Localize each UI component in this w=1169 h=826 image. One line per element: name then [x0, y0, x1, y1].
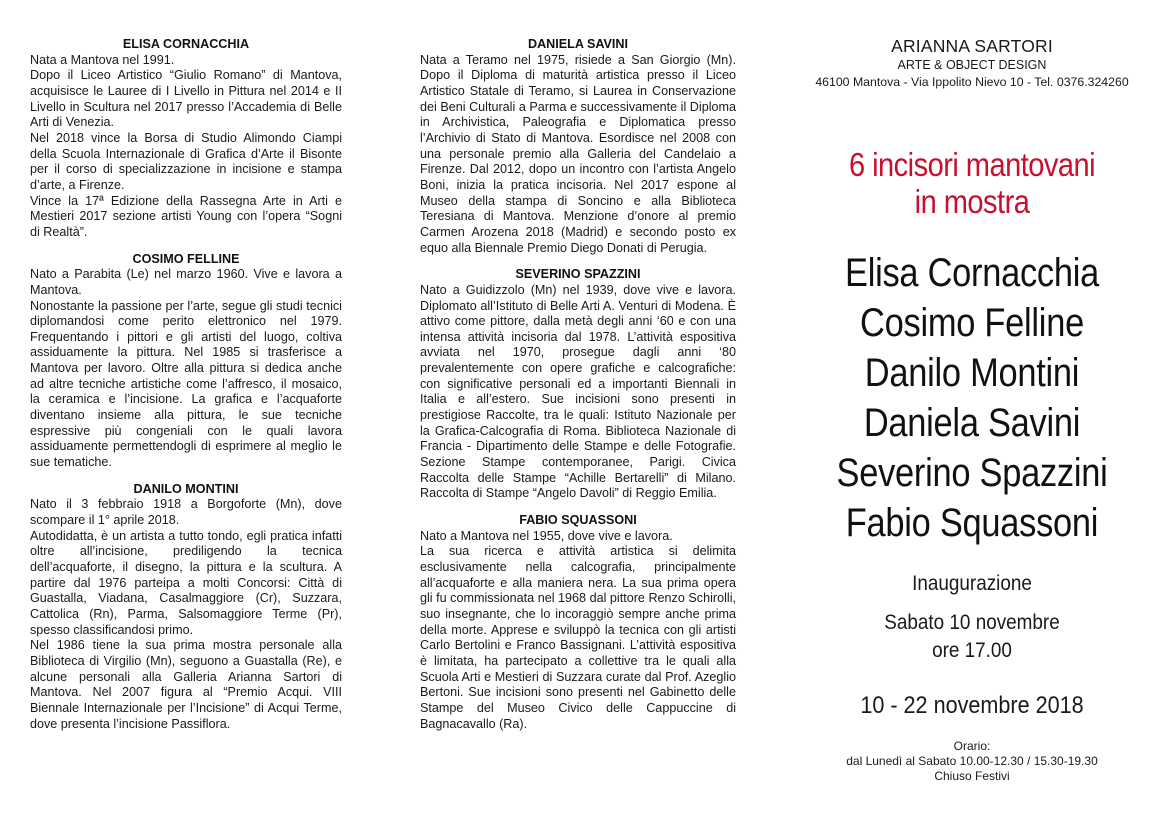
bio-elisa-cornacchia: [30, 37, 342, 241]
bio-paragraph: Nato a Mantova nel 1955, dove vive e lavora.: [420, 528, 673, 543]
bio-paragraph: Vince la 17ª Edizione della Rassegna Arte in Arti e Mestieri 2017 sezione artisti Young con l’opera “Sogni di Realtà”.: [30, 193, 342, 239]
opening-hours: [790, 739, 1154, 784]
hours-label: Orario:: [953, 739, 991, 753]
bio-paragraph: Nel 2018 vince la Borsa di Studio Alimondo Ciampi della Scuola Internazionale di Grafica d’Arte il Bisonte per il corso di specializzazione in incisione e stampa d’arte, a Firenze.: [30, 130, 342, 192]
bio-cosimo-felline: [30, 252, 342, 471]
bio-paragraph: La sua ricerca e attività artistica si delimita esclusivamente nella calcografia, principalmente all’acquaforte e alla maniera nera. La sua prima opera gli fu commissionata nel 1968 dal pittore Renzo Schirolli, suo insegnante, che lo incoraggiò sempre anche prima della morte. Apprese e sviluppò la tecnica con gli artisti Carlo Bertolini e Franco Bassignani. L’attività espositiva è limitata, ha partecipato a collettive tra le quali alla Scuola Arti e Mestieri di Suzzara curate dal Prof. Azeglio Bertoni. Sue incisioni sono presenti nel Gabinetto delle Stampe del Museo Civico delle Cappuccine di Bagnacavallo (Ra).: [420, 544, 736, 731]
bio-heading: COSIMO FELLINE: [132, 251, 240, 266]
bio-paragraph: Nato il 3 febbraio 1918 a Borgoforte (Mn), dove scompare il 1° aprile 2018.: [30, 497, 342, 528]
cover-panel: [790, 36, 1154, 784]
gallery-name: ARIANNA SARTORI: [891, 36, 1053, 56]
inauguration-time: ore 17.00: [932, 639, 1012, 662]
artist-name: Cosimo Felline: [860, 301, 1084, 345]
hours-closed: Chiuso Festivi: [934, 769, 1010, 783]
headline-line-2: in mostra: [914, 183, 1030, 220]
artist-list: [790, 248, 1154, 548]
bio-paragraph: Nato a Parabita (Le) nel marzo 1960. Vive e lavora a Mantova.: [30, 267, 342, 297]
bio-heading: SEVERINO SPAZZINI: [515, 267, 641, 282]
bio-paragraph: Nato a Guidizzolo (Mn) nel 1939, dove vive e lavora. Diplomato all’Istituto di Belle Arti A. Venturi di Modena. È attivo come pittore, dalla metà degli anni ‘60 e con una intensa attività incisoria dal 1978. L’attività espositiva avviata nel 1970, prosegue dagli anni ‘80 prevalentemente con opere grafiche e calcografiche: con significative personali ed a importanti Biennali in Italia e all’estero. Sue incisioni sono presenti in prestigiose Raccolte, tra le quali: Istituto Nazionale per la Grafica-Calcografia di Roma. Biblioteca Nazionale di Francia - Dipartimento delle Stampe e delle Fotografie. Sezione Stampe contemporanee, Parigi. Civica Raccolta delle Stampe “Achille Bertarelli” di Milano. Raccolta di Stampe “Angelo Davoli” di Reggio Emilia.: [420, 282, 736, 501]
bio-paragraph: Nonostante la passione per l’arte, segue gli studi tecnici diplomandosi come perito elettronico nel 1979. Frequentando i pittori e gli artisti del luogo, coltiva assiduamente la pittura. Nel 1985 si trasferisce a Mantova per lavoro. Oltre alla pittura si dedica anche ad altre tecniche artistiche come l’affresco, il mosaico, la ceramica e l’incisione. La grafica e l’acquaforte diventano insieme alla pittura, le sue tecniche espressive più congeniali con le quali lavora assiduamente permettendogli di esprimere al meglio le sue tematiche.: [30, 298, 342, 470]
bio-paragraph: Nata a Teramo nel 1975, risiede a San Giorgio (Mn). Dopo il Diploma di maturità artistica presso il Liceo Artistico Statale di Teramo, si Laurea in Conservazione dei Beni Culturali a Parma e successivamente il Diploma in Archivistica, Paleografia e Diplomatica presso l’Archivio di Stato di Mantova. Esordisce nel 2008 con una personale premio alla Galleria del Candelaio a Firenze. Dal 2012, dopo un incontro con l’artista Angelo Boni, inizia la pratica incisoria. Nel 2017 espone al Museo della stampa di Soncino e alla Biblioteca Teresiana di Mantova. Menzione d’onore al premio Carmen Arozena 2018 (Madrid) e secondo posto ex equo alla Biennale Premio Diego Donati di Perugia.: [420, 52, 736, 255]
bio-danilo-montini: [30, 482, 342, 733]
bio-column-1: [30, 37, 342, 743]
bio-severino-spazzini: [420, 267, 736, 502]
headline-line-1: 6 incisori mantovani: [848, 146, 1096, 183]
artist-name: Daniela Savini: [863, 401, 1081, 445]
gallery-tagline: ARTE & OBJECT DESIGN: [897, 58, 1047, 72]
bio-paragraph: Dopo il Liceo Artistico “Giulio Romano” di Mantova, acquisisce le Lauree di I Livello in Pittura nel 2014 e II Livello in Scultura nel 2017 presso l’Accademia di Belle Arti di Venezia.: [30, 68, 342, 130]
bio-heading: DANILO MONTINI: [133, 481, 239, 496]
hours-detail: dal Lunedì al Sabato 10.00-12.30 / 15.30-19.30: [846, 754, 1098, 768]
gallery-address: 46100 Mantova - Via Ippolito Nievo 10 - Tel. 0376.324260: [815, 75, 1129, 89]
inauguration-date: Sabato 10 novembre: [884, 611, 1060, 634]
exhibition-dates: 10 - 22 novembre 2018: [860, 692, 1084, 719]
bio-heading: FABIO SQUASSONI: [519, 513, 637, 528]
bio-fabio-squassoni: [420, 513, 736, 732]
bio-column-2: [420, 37, 736, 743]
artist-name: Severino Spazzini: [836, 451, 1108, 495]
exhibition-headline: [812, 146, 1132, 220]
artist-name: Fabio Squassoni: [845, 501, 1099, 545]
inauguration-label: Inaugurazione: [912, 572, 1032, 595]
artist-name: Danilo Montini: [864, 351, 1080, 395]
bio-paragraph: Nel 1986 tiene la sua prima mostra personale alla Biblioteca di Virgilio (Mn), seguono a Guastalla (Re), e alcune personali alla Galleria Arianna Sartori di Mantova. Nel 2007 figura al “Premio Acqui. VIII Biennale Internazionale per l’Incisione” di Acqui Terme, dove presenta l’incisione Passiflora.: [30, 638, 342, 731]
bio-paragraph: Autodidatta, è un artista a tutto tondo, egli pratica infatti oltre all’incisione, prediligendo la tecnica dell’acquaforte, il disegno, la pittura e la scultura. A partire dal 1976 parteipa a molti Concorsi: Città di Guastalla, Viadana, Casalmaggiore (Cr), Suzzara, Cattolica (Rn), Parma, Salsomaggiore Terme (Pr), spesso classificandosi primo.: [30, 528, 342, 637]
artist-name: Elisa Cornacchia: [845, 251, 1099, 295]
bio-heading: ELISA CORNACCHIA: [122, 37, 250, 51]
bio-paragraph: Nata a Mantova nel 1991.: [30, 52, 175, 67]
bio-heading: DANIELA SAVINI: [527, 37, 629, 51]
bio-daniela-savini: [420, 37, 736, 256]
